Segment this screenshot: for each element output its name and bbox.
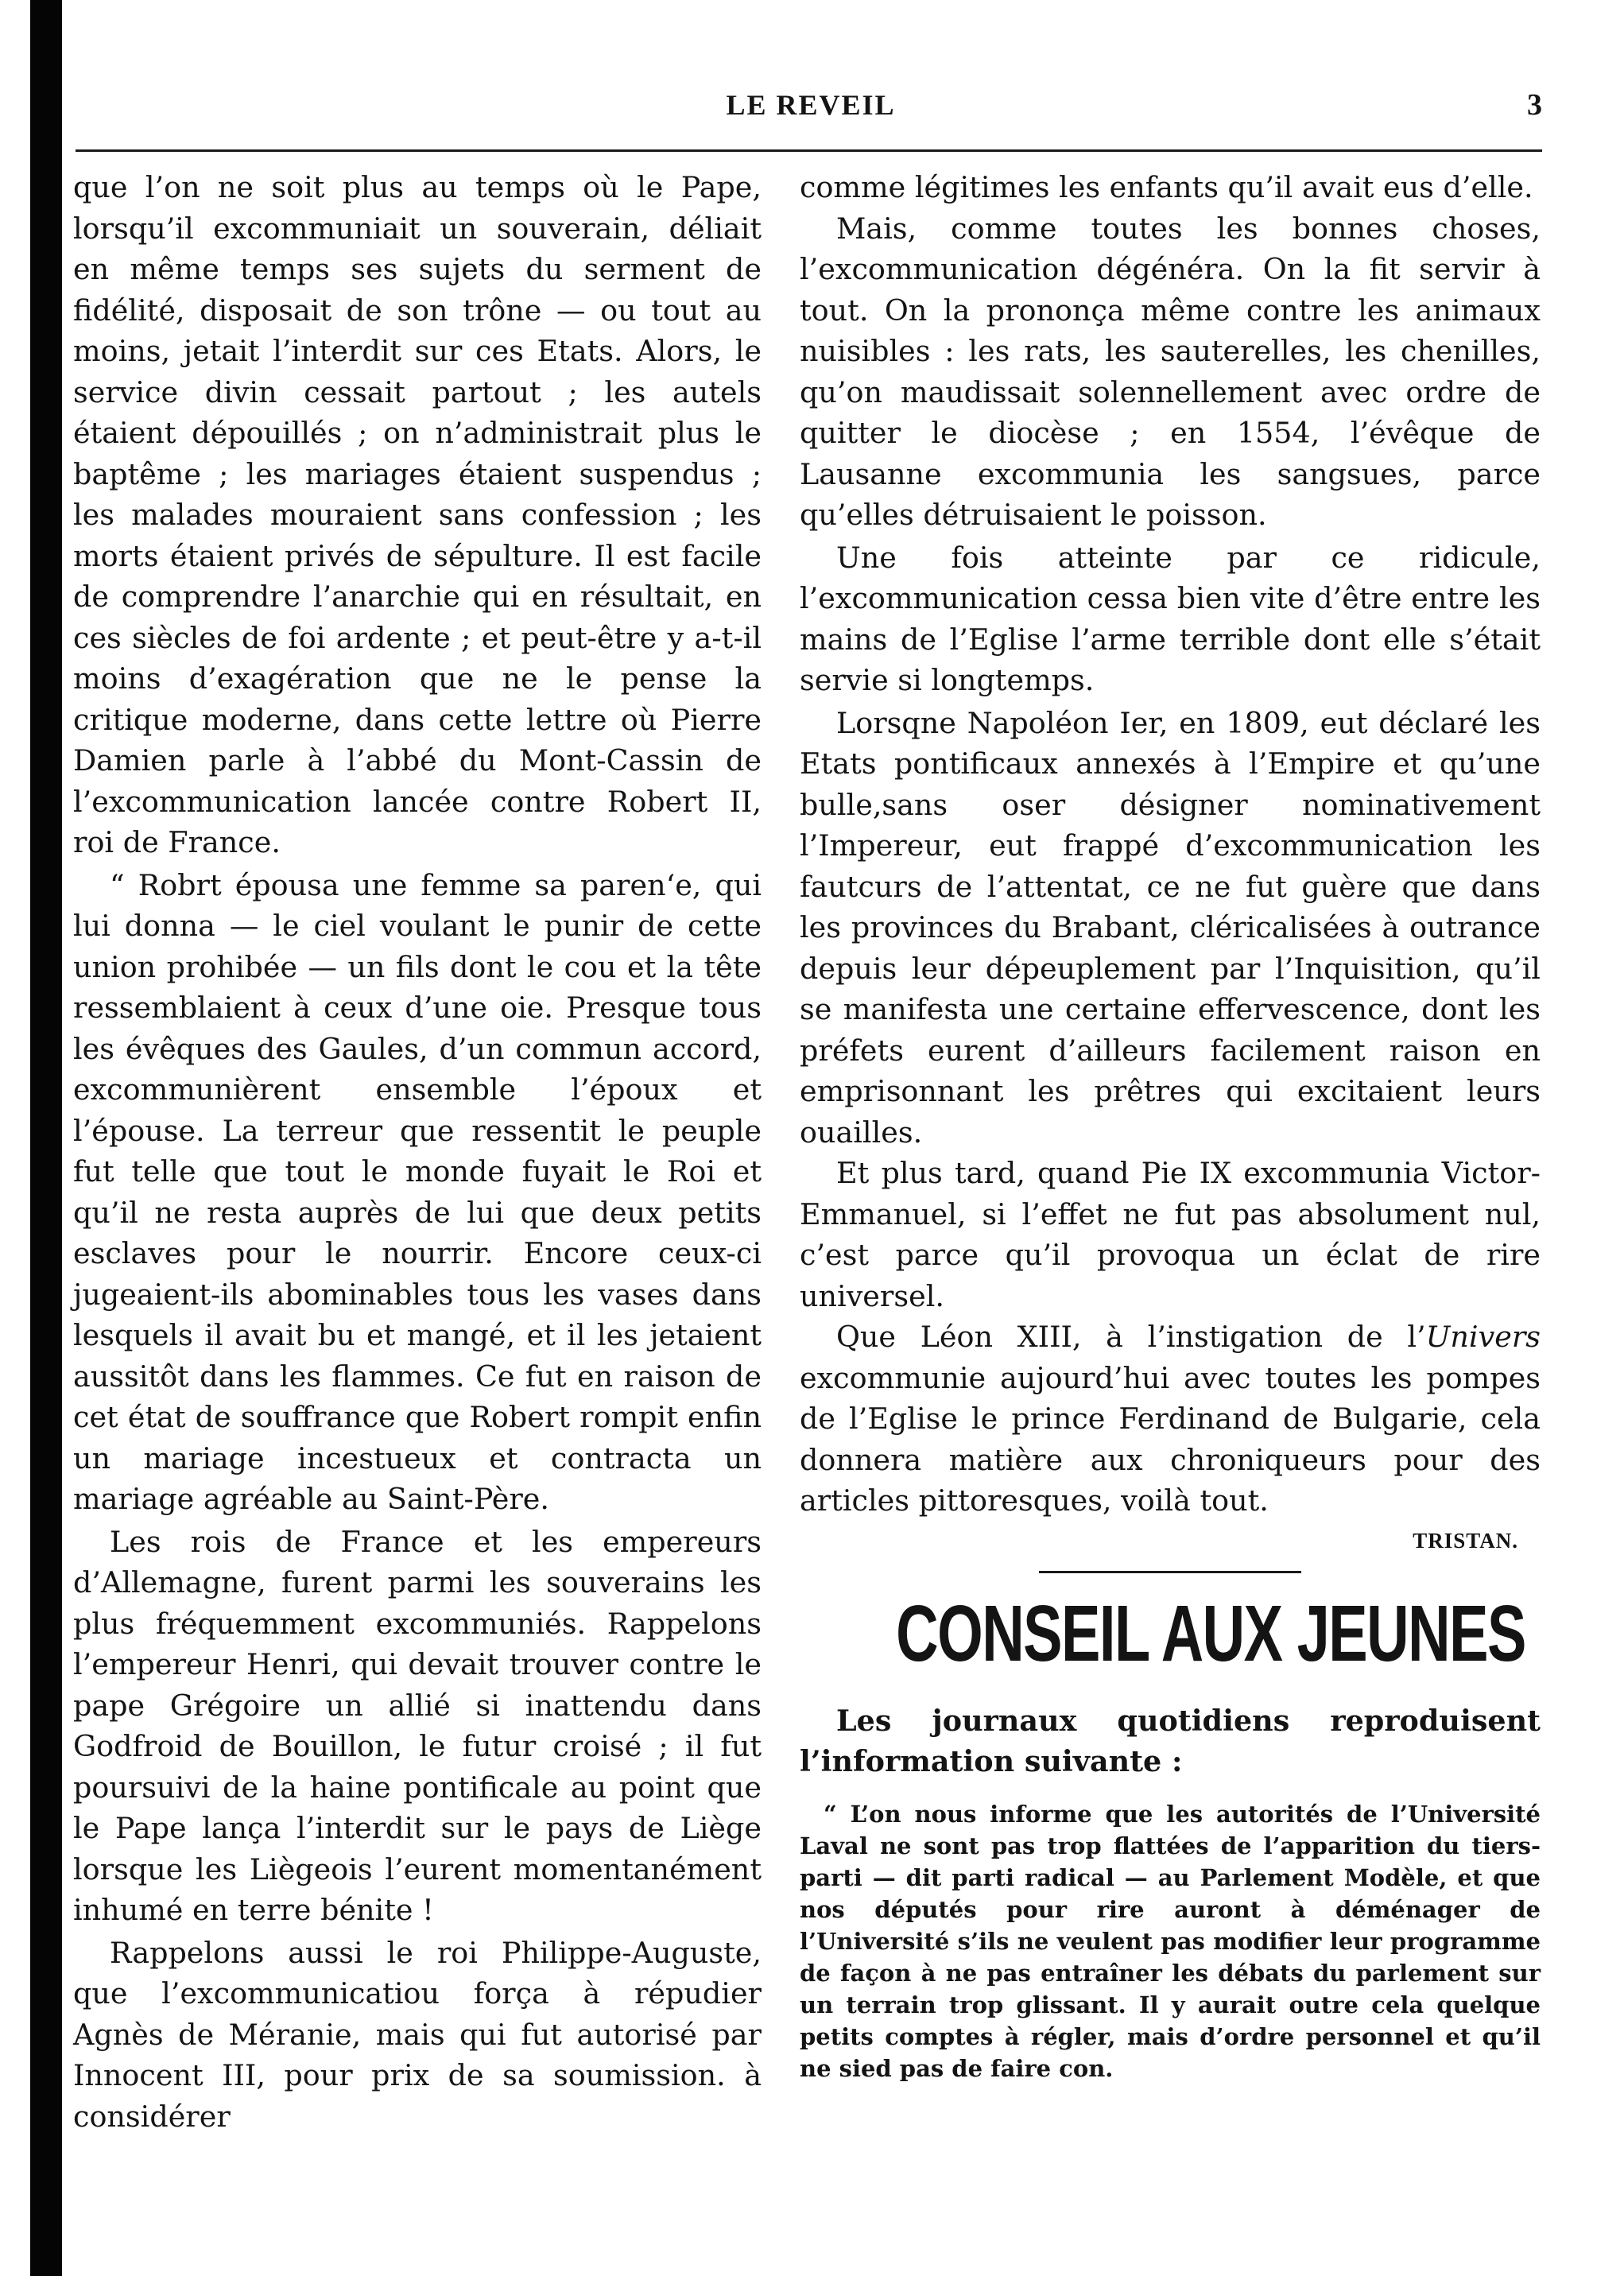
paragraph-napoleon: Lorsqne Napoléon Ier, en 1809, eut déclaré les Etats pontificaux annexés à l’Empire et qu’une bulle,sans oser désigner nominativement l’Impereur, eut frappé d’excommunication les fautcurs de l’attentat, ce ne fut guère que dans les provinces du Brabant, cléricalisées à outrance depuis leur dépeuplement par l’Inquisition, qu’il se manifesta une certaine effervescence, dont les préfets eurent d’ailleurs facilement raison en emprisonnant les prêtres qui excitaient leurs ouailles. (800, 705, 1541, 1150)
section-divider (1039, 1571, 1301, 1573)
page-number: 3 (1527, 88, 1542, 122)
left-column (73, 167, 762, 2137)
author-signature: TRISTAN. (1413, 1528, 1518, 1553)
page-header (79, 87, 1542, 132)
leon-text-before: Que Léon XIII, à l’instigation de l’ (836, 1320, 1426, 1354)
paragraph-kings-emperors: Les rois de France et les empereurs d’Allemagne, furent parmi les souverains les plus fréquemment excommuniés. Rappelons l’empereur Henri, qui devait trouver contre le pape Grégoire un allié si inattendu dans Godfroid de Bouillon, le futur croisé ; il fut poursuivi de la haine pontificale au point que le Pape lança l’interdit sur le pays de Liège lorsque les Liègeois l’eurent momentanément inhumé en terre bénite ! (73, 1524, 762, 1927)
leon-text-after: excommunie aujourd’hui avec toutes les pompes de l’Eglise le prince Ferdinand de Bulgarie, cela donnera matière aux chroniqueurs pour des articles pittoresques, voilà tout. (800, 1360, 1541, 1518)
quoted-information: “ L’on nous informe que les autorités de l’Université Laval ne sont pas trop flattées de l’apparition du tiers-parti — dit parti radical — au Parlement Modèle, et que nos députés pour rire auront à déménager de l’Université s’ils ne veulent pas modifier leur programme de façon à ne pas entraîner les débats du parlement sur un terrain trop glissant. Il y aurait outre cela quelque petits comptes à régler, mais d’ordre personnel et qu’il ne sied pas de faire con. (800, 1800, 1541, 2082)
paragraph-degeneration: Mais, comme toutes les bonnes choses, l’excommunication dégénéra. On la fit servir à tout. On la prononça même contre les animaux nuisibles : les rats, les sauterelles, les chenilles, qu’on maudissait solennellement avec ordre de quitter le diocèse ; en 1554, l’évêque de Lausanne excommunia les sangsues, parce qu’elles détruisaient le poisson. (800, 211, 1541, 532)
paragraph-legitimate-children: comme légitimes les enfants qu’il avait eus d’elle. (800, 170, 1533, 204)
newspaper-title: LE REVEIL (726, 89, 896, 121)
section-headline: CONSEIL AUX JEUNES (896, 1588, 1525, 1678)
paragraph-excommunication-effects: que l’on ne soit plus au temps où le Pape, lorsqu’il excommuniait un souverain, déliait en même temps ses sujets du serment de fidélité, disposait de son trône — ou tout au moins, jetait l’interdit sur ces Etats. Alors, le service divin cessait partout ; les autels étaient dépouillés ; on n’administrait plus le baptême ; les mariages étaient suspendus ; les malades mouraient sans confession ; les morts étaient privés de sépulture. Il est facile de comprendre l’anarchie qui en résultait, en ces siècles de foi ardente ; et peut-être y a-t-il moins d’exagération que ne le pense la critique moderne, dans cette lettre où Pierre Damien parle à l’abbé du Mont-Cassin de l’excommunication lancée contre Robert II, roi de France. (73, 170, 762, 859)
header-rule (76, 149, 1542, 152)
paragraph-pie-ix: Et plus tard, quand Pie IX excommunia Victor-Emmanuel, si l’effet ne fut pas absolument nul, c’est parce qu’il provoqua un éclat de rire universel. (800, 1156, 1541, 1313)
paragraph-philippe-auguste: Rappelons aussi le roi Philippe-Auguste, que l’excommunicatiou força à répudier Agnès de Méranie, mais qui fut autorisé par Innocent III, pour prix de sa soumission. à considérer (73, 1935, 762, 2134)
right-column (800, 167, 1541, 2084)
paragraph-leon-xiii (800, 1316, 1541, 1522)
paragraph-ridicule: Une fois atteinte par ce ridicule, l’excommunication cessa bien vite d’être entre les mains de l’Eglise l’arme terrible dont elle s’était servie si longtemps. (800, 540, 1541, 697)
paragraph-intro: Les journaux quotidiens reproduisent l’information suivante : (800, 1703, 1541, 1778)
paragraph-robert-letter: “ Robrt épousa une femme sa paren‘e, qui lui donna — le ciel voulant le punir de cette union prohibée — un fils dont le cou et la tête ressemblaient à ceux d’une oie. Presque tous les évêques des Gaules, d’un commun accord, excommunièrent ensemble l’époux et l’épouse. La terreur que ressentit le peuple fut telle que tout le monde fuyait le Roi et qu’il ne resta auprès de lui que deux petits esclaves pour le nourrir. Encore ceux-ci jugeaient-ils abominables tous les vases dans lesquels il avait bu et mangé, et il les jetaient aussitôt dans les flammes. Ce fut en raison de cet état de souffrance que Robert rompit enfin un mariage incestueux et contracta un mariage agréable au Saint-Père. (73, 867, 762, 1516)
univers-italic: Univers (1425, 1320, 1541, 1354)
binding-edge (30, 0, 62, 2276)
